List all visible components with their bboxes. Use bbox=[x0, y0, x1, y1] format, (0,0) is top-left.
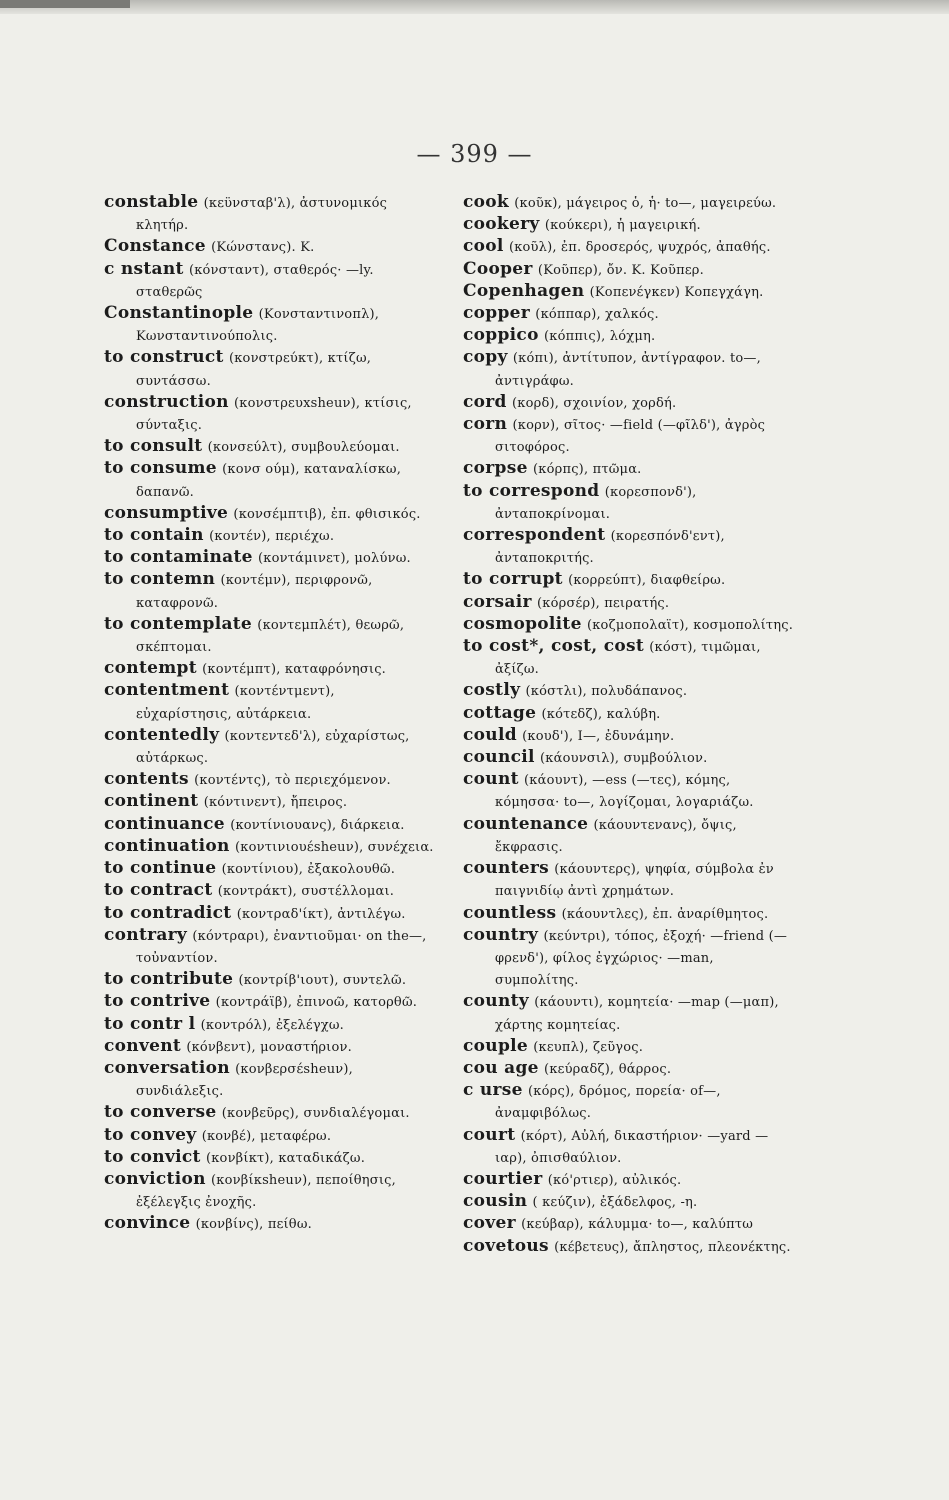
entry-headword: to contain bbox=[104, 525, 204, 546]
entry-definition: (Κονσταντινοπλ), Κωνσταντινούπολις. bbox=[136, 307, 380, 345]
entry-headword: construction bbox=[104, 391, 229, 412]
dictionary-entry bbox=[104, 725, 434, 769]
entry-definition: (κευπλ), ζεῦγος. bbox=[533, 1039, 644, 1055]
entry-definition: (Κώνστανς). K. bbox=[211, 240, 315, 256]
entry-definition: (κοντεμπλέτ), θεωρῶ, σκέπτομαι. bbox=[136, 617, 405, 656]
entry-headword: cook bbox=[463, 192, 510, 212]
entry-headword: to contract bbox=[104, 880, 213, 901]
dictionary-entry bbox=[104, 925, 434, 969]
dictionary-entry bbox=[463, 1125, 798, 1169]
entry-definition: (κεύντρι), τόπος, ἐξοχή· —friend (—φρενδ'), φίλος ἐγχώριος· —man, συμπολίτης. bbox=[495, 928, 788, 989]
entry-definition: (κόρπς), πτῶμα. bbox=[532, 462, 642, 478]
entry-headword: countenance bbox=[463, 813, 589, 834]
entry-headword: continuation bbox=[104, 835, 230, 856]
entry-definition: (κοντράϊβ), ἐπινοῶ, κατορθῶ. bbox=[215, 995, 418, 1011]
entry-headword: Copenhagen bbox=[463, 280, 585, 301]
left-column bbox=[104, 192, 434, 1236]
entry-definition: (κάουντι), κομητεία· —map (—μαπ), χάρτης κομητείας. bbox=[495, 995, 779, 1033]
dictionary-entry bbox=[463, 236, 798, 258]
entry-definition: (κόρς), δρόμος, πορεία· of—, ἀναμφιβόλως. bbox=[495, 1084, 721, 1122]
entry-definition: (κόνσταντ), σταθερός· —ly. σταθερῶς bbox=[136, 262, 374, 300]
entry-definition: (Κοῦπερ), ὄν. K. Κοῦπερ. bbox=[537, 262, 704, 278]
entry-headword: contentedly bbox=[104, 724, 220, 745]
entry-headword: to converse bbox=[104, 1102, 217, 1123]
entry-definition: (κοῦλ), ἐπ. δροσερός, ψυχρός, ἀπαθής. bbox=[508, 240, 771, 256]
entry-headword: to contemplate bbox=[104, 613, 253, 634]
entry-headword: council bbox=[463, 747, 535, 768]
entry-headword: corn bbox=[463, 414, 508, 435]
entry-definition: (κέβετευς), ἄπληστος, πλεονέκτης. bbox=[554, 1239, 791, 1255]
entry-definition: (κούκερι), ἡ μαγειρική. bbox=[544, 218, 701, 234]
dictionary-entry bbox=[463, 259, 798, 281]
scan-top-edge bbox=[0, 0, 949, 14]
entry-definition: (κοντρίβ'ιουτ), συντελῶ. bbox=[238, 973, 407, 989]
entry-definition: (κόντινεντ), ἤπειρος. bbox=[203, 795, 348, 811]
entry-headword: to contrive bbox=[104, 991, 211, 1012]
entry-headword: cosmopolite bbox=[463, 613, 582, 634]
entry-definition: (κουδ'), I—, ἐδυνάμην. bbox=[522, 728, 675, 744]
entry-definition: (κοντέν), περιέχω. bbox=[209, 529, 335, 545]
entry-headword: to convey bbox=[104, 1124, 197, 1145]
entry-headword: county bbox=[463, 991, 529, 1012]
entry-headword: Constance bbox=[104, 236, 206, 257]
entry-definition: (κορδ), σχοινίον, χορδή. bbox=[511, 395, 677, 411]
entry-headword: countless bbox=[463, 902, 557, 923]
entry-headword: c nstant bbox=[104, 258, 184, 279]
dictionary-entry bbox=[463, 814, 798, 858]
entry-definition: (κοῦκ), μάγειρος ὁ, ἡ· to—, μαγειρεύω. bbox=[514, 196, 777, 211]
entry-definition: (κορρεύπτ), διαφθείρω. bbox=[568, 573, 726, 589]
dictionary-entry bbox=[463, 614, 798, 636]
dictionary-entry bbox=[104, 791, 434, 813]
entry-headword: cottage bbox=[463, 702, 537, 723]
entry-definition: (κοντέντς), τὸ περιεχόμενον. bbox=[194, 773, 391, 789]
entry-definition: (κοντινιουέsheuν), συνέχεια. bbox=[234, 839, 434, 855]
dictionary-entry bbox=[463, 903, 798, 925]
dictionary-entry bbox=[104, 1102, 434, 1124]
entry-definition: (κόρσέρ), πειρατής. bbox=[537, 595, 670, 611]
dictionary-entry bbox=[463, 325, 798, 347]
entry-headword: convent bbox=[104, 1035, 182, 1056]
dictionary-entry bbox=[104, 525, 434, 547]
entry-headword: cookery bbox=[463, 214, 540, 235]
entry-headword: conversation bbox=[104, 1057, 230, 1078]
entry-definition: (κοντραδ'ίκτ), ἀντιλέγω. bbox=[236, 906, 406, 922]
entry-headword: corsair bbox=[463, 591, 532, 612]
dictionary-entry bbox=[463, 525, 798, 569]
entry-headword: contempt bbox=[104, 658, 197, 679]
entry-headword: Cooper bbox=[463, 258, 533, 279]
entry-definition: (κορεσπόνδ'εντ), ἀνταποκριτής. bbox=[495, 529, 725, 567]
dictionary-entry bbox=[104, 192, 434, 236]
entry-headword: cousin bbox=[463, 1191, 528, 1212]
entry-definition: (κόνβεντ), μοναστήριον. bbox=[186, 1039, 352, 1055]
dictionary-entry bbox=[104, 680, 434, 724]
dictionary-entry bbox=[104, 1169, 434, 1213]
entry-headword: copper bbox=[463, 303, 531, 324]
entry-definition: (κόντραρι), ἐναντιοῦμαι· on the—, τοὐναντίον. bbox=[136, 928, 427, 966]
dictionary-entry bbox=[463, 1191, 798, 1213]
dictionary-entry bbox=[104, 569, 434, 613]
dictionary-entry bbox=[104, 503, 434, 525]
dictionary-entry bbox=[104, 1058, 434, 1102]
dictionary-entry bbox=[463, 1058, 798, 1080]
dictionary-entry bbox=[463, 569, 798, 591]
entry-headword: coppico bbox=[463, 325, 539, 346]
dictionary-entry bbox=[463, 769, 798, 813]
dictionary-entry bbox=[104, 614, 434, 658]
entry-headword: to contemn bbox=[104, 569, 216, 590]
entry-headword: correspondent bbox=[463, 525, 606, 546]
dictionary-entry bbox=[463, 1169, 798, 1191]
entry-headword: corpse bbox=[463, 458, 528, 479]
entry-headword: cord bbox=[463, 391, 507, 412]
entry-definition: (κοντράκτ), συστέλλομαι. bbox=[217, 884, 395, 900]
entry-headword: continent bbox=[104, 791, 199, 812]
entry-headword: convince bbox=[104, 1213, 191, 1234]
dictionary-entry bbox=[104, 392, 434, 436]
entry-headword: to contribute bbox=[104, 969, 234, 990]
dictionary-entry bbox=[104, 903, 434, 925]
entry-headword: Constantinople bbox=[104, 303, 254, 324]
entry-definition: (κάουντενανς), ὄψις, ἔκφρασις. bbox=[495, 817, 737, 855]
dictionary-entry bbox=[463, 725, 798, 747]
entry-definition: (κοντίνιου), ἐξακολουθῶ. bbox=[221, 862, 396, 878]
entry-headword: consumptive bbox=[104, 502, 229, 523]
entry-definition: (κοντέμπτ), καταφρόνησις. bbox=[202, 662, 387, 678]
entry-definition: (κορν), σῖτος· —field (—φῖλδ'), ἀγρὸς σιτοφόρος. bbox=[495, 418, 766, 456]
dictionary-entry bbox=[104, 259, 434, 303]
dictionary-entry bbox=[463, 858, 798, 902]
entry-definition: (κότεδζ), καλύβη. bbox=[541, 706, 661, 722]
dictionary-entry bbox=[463, 1080, 798, 1124]
dictionary-entry bbox=[463, 214, 798, 236]
entry-headword: country bbox=[463, 924, 539, 945]
entry-headword: counters bbox=[463, 858, 550, 879]
dictionary-entry bbox=[463, 592, 798, 614]
dictionary-entry bbox=[463, 1036, 798, 1058]
dictionary-entry bbox=[463, 747, 798, 769]
dictionary-entry bbox=[104, 436, 434, 458]
entry-headword: contrary bbox=[104, 924, 188, 945]
dictionary-entry bbox=[463, 925, 798, 992]
entry-headword: constable bbox=[104, 192, 199, 212]
entry-headword: could bbox=[463, 724, 517, 745]
dictionary-entry bbox=[463, 991, 798, 1035]
dictionary-entry bbox=[104, 303, 434, 347]
dictionary-entry bbox=[104, 769, 434, 791]
entry-definition: (κόπι), ἀντίτυπον, ἀντίγραφον. to—, ἀντιγράφω. bbox=[495, 351, 761, 389]
dictionary-entry bbox=[463, 636, 798, 680]
entry-definition: (κονβέ), μεταφέρω. bbox=[201, 1128, 332, 1144]
dictionary-entry bbox=[463, 392, 798, 414]
entry-definition: (κάουνσιλ), συμβούλιον. bbox=[540, 751, 708, 767]
entry-headword: to corrupt bbox=[463, 569, 563, 590]
dictionary-entry bbox=[104, 836, 434, 858]
entry-headword: to contaminate bbox=[104, 547, 253, 568]
dictionary-entry bbox=[104, 858, 434, 880]
entry-definition: (κάουντ), —ess (—τες), κόμης, κόμησσα· to—, λογίζομαι, λογαριάζω. bbox=[495, 773, 754, 811]
dictionary-entry bbox=[463, 458, 798, 480]
entry-definition: (κονβίκsheuν), πεποίθησις, ἐξέλεγξις ἐνοχῆς. bbox=[136, 1172, 396, 1211]
dictionary-entry bbox=[104, 658, 434, 680]
entry-definition: (κεύραδζ), θάρρος. bbox=[544, 1061, 672, 1077]
entry-headword: covetous bbox=[463, 1235, 549, 1256]
entry-definition: (κοζμοπολαϊτ), κοσμοπολίτης. bbox=[586, 617, 794, 633]
dictionary-entry bbox=[463, 1236, 798, 1258]
entry-definition: (κοντάμινετ), μολύνω. bbox=[257, 551, 411, 567]
entry-definition: (κάουντερς), ψηφία, σύμβολα ἐν παιγνιδίῳ ἀντὶ χρημάτων. bbox=[495, 862, 774, 900]
entry-definition: (κεϋνσταβ'λ), ἀστυνομικός κλητήρ. bbox=[136, 196, 388, 234]
entry-headword: to contradict bbox=[104, 902, 232, 923]
dictionary-entry bbox=[104, 547, 434, 569]
entry-definition: (κόρτ), Αὐλή, δικαστήριον· —yard — ιαρ), ὀπισθαύλιον. bbox=[495, 1128, 769, 1166]
entry-definition: (κοντρόλ), ἐξελέγχω. bbox=[200, 1017, 344, 1033]
entry-definition: (κεύβαρ), κάλυμμα· to—, καλύπτω bbox=[521, 1217, 754, 1233]
entry-definition: (κοντεντεδ'λ), εὐχαρίστως, αὐτάρκως. bbox=[136, 728, 410, 767]
entry-definition: (κοντέντμεντ), εὐχαρίστησις, αὐτάρκεια. bbox=[136, 684, 335, 722]
entry-definition: (κονσ ούμ), καταναλίσκω, δαπανῶ. bbox=[136, 462, 402, 500]
entry-headword: contentment bbox=[104, 680, 230, 701]
dictionary-entry bbox=[104, 1125, 434, 1147]
dictionary-entry bbox=[104, 969, 434, 991]
entry-definition: (κόστλι), πολυδάπανος. bbox=[525, 684, 688, 700]
entry-headword: courtier bbox=[463, 1168, 543, 1189]
dictionary-entry bbox=[463, 303, 798, 325]
entry-headword: cover bbox=[463, 1213, 516, 1234]
dictionary-entry bbox=[104, 236, 434, 258]
entry-headword: copy bbox=[463, 347, 508, 368]
entry-definition: (κοντέμν), περιφρονῶ, καταφρονῶ. bbox=[136, 573, 373, 611]
entry-headword: conviction bbox=[104, 1168, 206, 1189]
entry-definition: (κόστ), τιμῶμαι, ἀξίζω. bbox=[495, 640, 761, 678]
entry-definition: (κονστρευxsheuν), κτίσις, σύνταξις. bbox=[136, 395, 412, 434]
entry-definition: (κονσεύλτ), συμβουλεύομαι. bbox=[207, 440, 400, 456]
entry-headword: to consult bbox=[104, 436, 203, 457]
dictionary-entry bbox=[104, 880, 434, 902]
dictionary-entry bbox=[463, 281, 798, 303]
dictionary-entry bbox=[463, 481, 798, 525]
entry-definition: (κοντίνιουανς), διάρκεια. bbox=[230, 817, 405, 833]
entry-definition: (κονβεῦρς), συνδιαλέγομαι. bbox=[221, 1106, 410, 1122]
entry-definition: (κονσέμπτιβ), ἐπ. φθισικός. bbox=[233, 506, 421, 522]
dictionary-entry bbox=[463, 192, 798, 214]
entry-headword: to consume bbox=[104, 458, 217, 479]
page-number: — 399 — bbox=[416, 140, 533, 168]
entry-definition: (κό'ρτιερ), αὐλικός. bbox=[547, 1172, 682, 1188]
entry-headword: to construct bbox=[104, 347, 224, 368]
entry-headword: cool bbox=[463, 236, 504, 257]
entry-definition: (κονβίνς), πείθω. bbox=[195, 1217, 312, 1233]
entry-headword: continuance bbox=[104, 813, 225, 834]
dictionary-entry bbox=[104, 814, 434, 836]
dictionary-entry bbox=[104, 1147, 434, 1169]
entry-definition: (κονβερσέsheuν), συνδιάλεξις. bbox=[136, 1061, 354, 1100]
entry-definition: (Κοπενέγκεν) Κοπεγχάγη. bbox=[589, 284, 764, 300]
entry-definition: (κόππαρ), χαλκός. bbox=[535, 307, 659, 323]
dictionary-entry bbox=[104, 1036, 434, 1058]
entry-headword: couple bbox=[463, 1035, 529, 1056]
entry-headword: costly bbox=[463, 680, 521, 701]
entry-headword: cou age bbox=[463, 1057, 539, 1078]
entry-definition: (κονστρεύκτ), κτίζω, συντάσσω. bbox=[136, 351, 372, 389]
entry-headword: c urse bbox=[463, 1080, 523, 1101]
dictionary-entry bbox=[463, 414, 798, 458]
right-column bbox=[463, 192, 798, 1258]
entry-headword: court bbox=[463, 1124, 516, 1145]
entry-headword: to convict bbox=[104, 1146, 201, 1167]
dictionary-entry bbox=[463, 347, 798, 391]
entry-headword: to correspond bbox=[463, 480, 600, 501]
dictionary-entry bbox=[104, 347, 434, 391]
entry-definition: (κόππις), λόχμη. bbox=[543, 329, 656, 345]
entry-definition: (κορεσπονδ'), ἀνταποκρίνομαι. bbox=[495, 484, 697, 522]
dictionary-entry bbox=[463, 703, 798, 725]
entry-headword: contents bbox=[104, 769, 189, 790]
entry-headword: count bbox=[463, 769, 519, 790]
dictionary-entry bbox=[463, 1213, 798, 1235]
dictionary-entry bbox=[104, 1014, 434, 1036]
entry-definition: (κάουντλες), ἐπ. ἀναρίθμητος. bbox=[561, 906, 769, 922]
entry-definition: ( κεύζιν), ἐξάδελφος, -η. bbox=[532, 1195, 698, 1211]
entry-headword: to contr l bbox=[104, 1013, 196, 1034]
entry-headword: to cost*, cost, cost bbox=[463, 636, 645, 657]
entry-headword: to continue bbox=[104, 858, 217, 879]
dictionary-entry bbox=[104, 991, 434, 1013]
entry-definition: (κονβίκτ), καταδικάζω. bbox=[205, 1150, 366, 1166]
dictionary-entry bbox=[104, 458, 434, 502]
dictionary-entry bbox=[463, 680, 798, 702]
dictionary-entry bbox=[104, 1213, 434, 1235]
